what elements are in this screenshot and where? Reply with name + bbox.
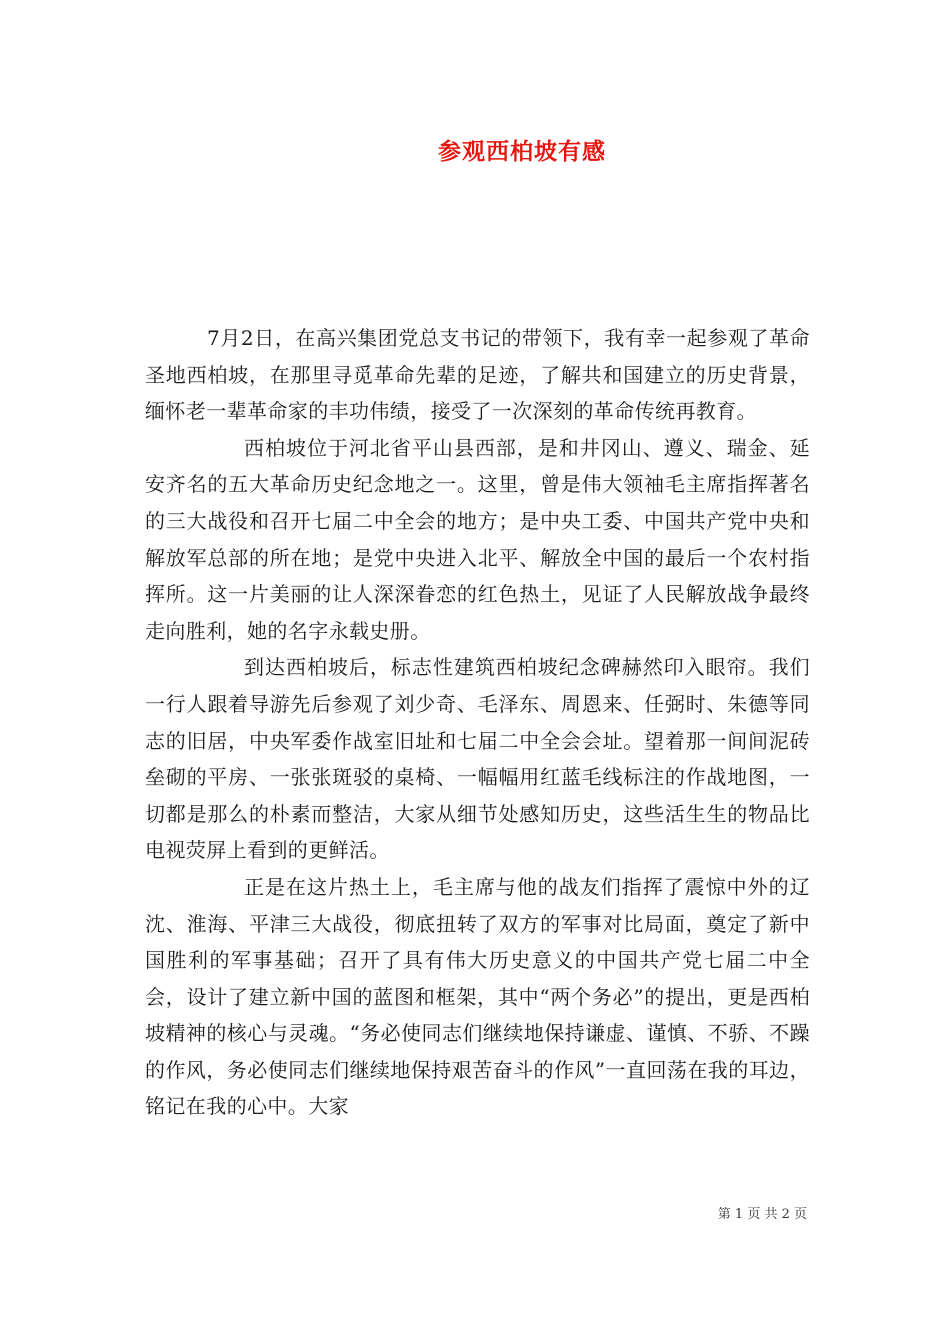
document-body: [145, 320, 810, 1125]
paragraph-2: 西柏坡位于河北省平山县西部，是和井冈山、遵义、瑞金、延安齐名的五大革命历史纪念地之一。这里，曾是伟大领袖毛主席指挥著名的三大战役和召开七届二中全会的地方；是中央工委、中国共产党中央和解放军总部的所在地；是党中央进入北平、解放全中国的最后一个农村指挥所。这一片美丽的让人深深眷恋的红色热土，见证了人民解放战争最终走向胜利，她的名字永载史册。: [145, 435, 810, 643]
page-number-footer: 第 1 页 共 2 页: [717, 1207, 807, 1222]
document-title: 参观西柏坡有感: [438, 138, 606, 165]
paragraph-1: 7月2日，在高兴集团党总支书记的带领下，我有幸一起参观了革命圣地西柏坡，在那里寻觅革命先辈的足迹，了解共和国建立的历史背景，缅怀老一辈革命家的丰功伟绩，接受了一次深刻的革命传统再教育。: [145, 326, 810, 424]
paragraph-3: 到达西柏坡后，标志性建筑西柏坡纪念碑赫然印入眼帘。我们一行人跟着导游先后参观了刘少奇、毛泽东、周恩来、任弼时、朱德等同志的旧居，中央军委作战室旧址和七届二中全会会址。望着那一间间泥砖垒砌的平房、一张张斑驳的桌椅、一幅幅用红蓝毛线标注的作战地图，一切都是那么的朴素而整洁，大家从细节处感知历史，这些活生生的物品比电视荧屏上看到的更鲜活。: [145, 655, 810, 863]
paragraph-4: 正是在这片热土上，毛主席与他的战友们指挥了震惊中外的辽沈、淮海、平津三大战役，彻底扭转了双方的军事对比局面，奠定了新中国胜利的军事基础；召开了具有伟大历史意义的中国共产党七届二中全会，设计了建立新中国的蓝图和框架，其中“两个务必”的提出，更是西柏坡精神的核心与灵魂。“务必使同志们继续地保持谦虚、谨慎、不骄、不躁的作风，务必使同志们继续地保持艰苦奋斗的作风”一直回荡在我的耳边，铭记在我的心中。大家: [145, 874, 810, 1119]
